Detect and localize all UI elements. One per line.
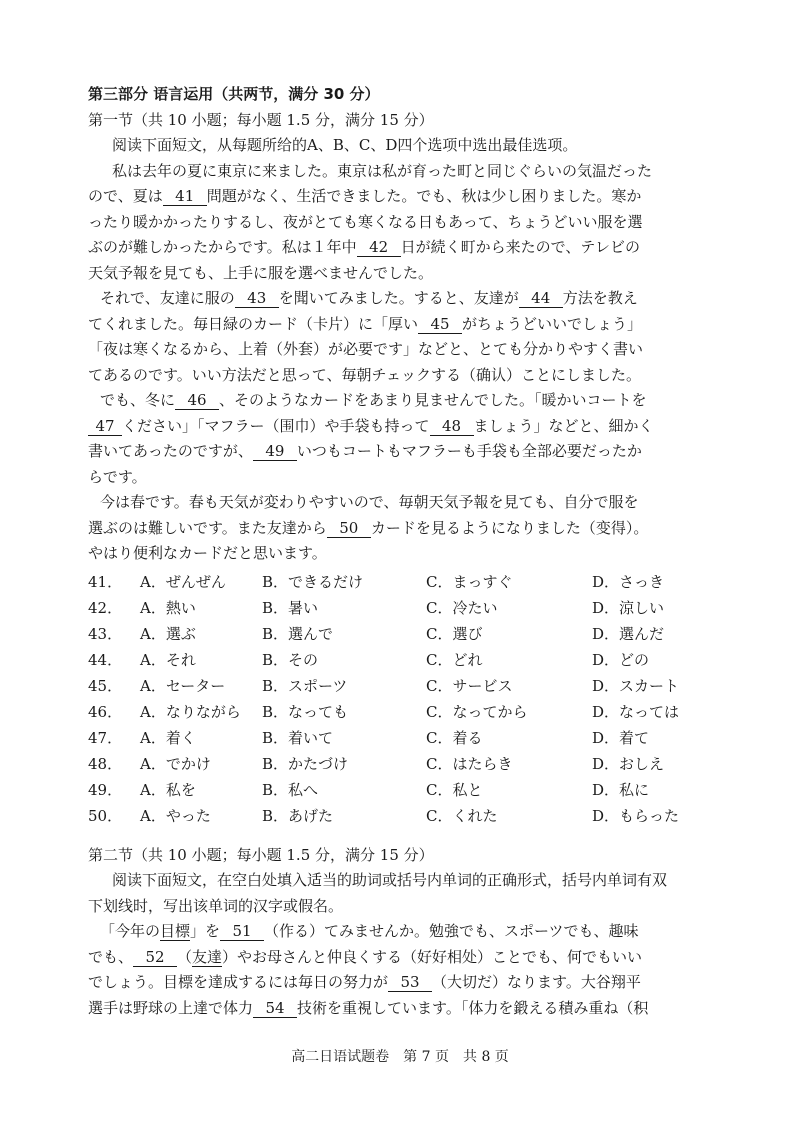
blank-54: 54: [253, 999, 297, 1018]
option-row: 48． A．でかけ B．かたづけ C．はたらき D．おしえ: [88, 754, 665, 773]
option-row: 41． A．ぜんぜん B．できるだけ C．まっすぐ D．さっき: [88, 572, 665, 591]
option-row: 50． A．やった B．あげた C．くれた D．もらった: [88, 806, 680, 825]
option-row: 42． A．熱い B．暑い C．冷たい D．涼しい: [88, 598, 665, 617]
passage1-paragraph-1: [88, 159, 718, 287]
passage1-paragraph-2: [88, 286, 718, 388]
option-row: 49． A．私を B．私へ C．私と D．私に: [88, 780, 650, 799]
exam-page: [88, 82, 718, 1021]
passage2: [88, 919, 718, 1021]
section2-instruction-cont: 下划线时，写出该单词的汉字或假名。: [88, 896, 344, 915]
blank-48: 48: [430, 417, 474, 436]
options-list: [88, 569, 718, 829]
text-line: でも、冬に 46 、そのようなカードをあまり見ませんでした。「暖かいコートを: [100, 391, 647, 409]
option-row: 43． A．選ぶ B．選んで C．選び D．選んだ: [88, 624, 665, 643]
text-line: 私は去年の夏に東京に来ました。東京は私が育った町と同じぐらいの気温だった: [112, 161, 653, 180]
blank-45: 45: [418, 315, 462, 334]
text-line: 書いてあったのですが、 49 いつもコートもマフラーも手袋も全部必要だったか: [88, 442, 642, 460]
blank-52: 52: [133, 948, 177, 967]
blank-50: 50: [327, 519, 371, 538]
section1-instruction: 阅读下面短文，从每题所给的A、B、C、D四个选项中选出最佳选项。: [112, 136, 578, 154]
text-line: 今は春です。春も天気が変わりやすいので、毎朝天気予報を見ても、自分で服を: [100, 493, 639, 511]
text-line: 選手は野球の上達で体力 54 技術を重視しています。「体力を鍛える積み重ね（积: [88, 998, 649, 1017]
blank-46: 46: [175, 391, 219, 410]
passage1-paragraph-3: [88, 388, 718, 490]
option-row: 46． A．なりながら B．なっても C．なってから D．なっては: [88, 702, 680, 721]
double-underlined-word: 目標: [160, 922, 191, 940]
option-row: 44． A．それ B．その C．どれ D．どの: [88, 650, 650, 669]
option-row: 47． A．着く B．着いて C．着る D．着て: [88, 728, 650, 747]
blank-53: 53: [388, 973, 432, 992]
text-line: それで、友達に服の 43 を聞いてみました。すると、友達が 44 方法を教え: [100, 289, 638, 307]
blank-43: 43: [235, 289, 279, 308]
text-line: らです。: [88, 467, 147, 486]
text-line: 天気予報を見ても、上手に服を選べませんでした。: [88, 263, 434, 282]
blank-42: 42: [357, 238, 401, 257]
blank-41: 41: [163, 187, 207, 206]
text-line: 選ぶのは難しいです。また友達から 50 カードを見るようになりました（变得）。: [88, 518, 649, 537]
text-line: ぶのが難しかったからです。私は１年中 42 日が続く町から来たので、テレビの: [88, 238, 641, 256]
passage1-paragraph-4: [88, 490, 718, 567]
text-line: やはり便利なカードだと思います。: [88, 544, 327, 562]
text-line: てあるのです。いい方法だと思って、毎朝チェックする（确认）ことにしました。: [88, 365, 642, 384]
blank-51: 51: [220, 922, 264, 941]
double-underlined-word: 友達: [192, 947, 223, 966]
text-line: てくれました。毎日緑のカード（卡片）に「厚い 45 がちょうどいいでしょう」: [88, 314, 643, 333]
text-line: でも、 52 （友達）やお母さんと仲良くする（好好相处）ことでも、何でもいい: [88, 947, 643, 966]
page-footer: 高二日语试题卷 第 7 页 共 8 页: [291, 1049, 509, 1065]
text-line: 「今年の目標」を 51 （作る）てみませんか。勉強でも、スポーツでも、趣味: [100, 922, 639, 940]
part3-title: 第三部分 语言运用（共两节，满分 30 分）: [88, 85, 380, 103]
text-line: でしょう。目標を達成するには毎日の努力が 53 （大切だ）なります。大谷翔平: [88, 973, 641, 991]
section2-title: 第二节（共 10 小题；每小题 1.5 分，满分 15 分）: [88, 845, 434, 864]
blank-47: 47: [88, 417, 122, 436]
section1-title: 第一节（共 10 小题；每小题 1.5 分，满分 15 分）: [88, 110, 434, 129]
section2-instruction: 阅读下面短文，在空白处填入适当的助词或括号内单词的正确形式，括号内单词有双: [112, 871, 668, 889]
blank-49: 49: [253, 442, 297, 461]
text-line: 「夜は寒くなるから、上着（外套）が必要です」などと、とても分かりやすく書い: [88, 340, 644, 358]
option-row: 45． A．セーター B．スポーツ C．サービス D．スカート: [88, 676, 680, 695]
blank-44: 44: [519, 289, 563, 308]
text-line: ったり暖かかったりするし、夜がとても寒くなる日もあって、ちょうどいい服を選: [88, 212, 643, 231]
text-line: 47 ください」「マフラー（围巾）や手袋も持って 48 ましょう」などと、細かく: [88, 414, 718, 440]
text-line: ので、夏は 41 問題がなく、生活できました。でも、秋は少し困りました。寒か: [88, 187, 642, 205]
